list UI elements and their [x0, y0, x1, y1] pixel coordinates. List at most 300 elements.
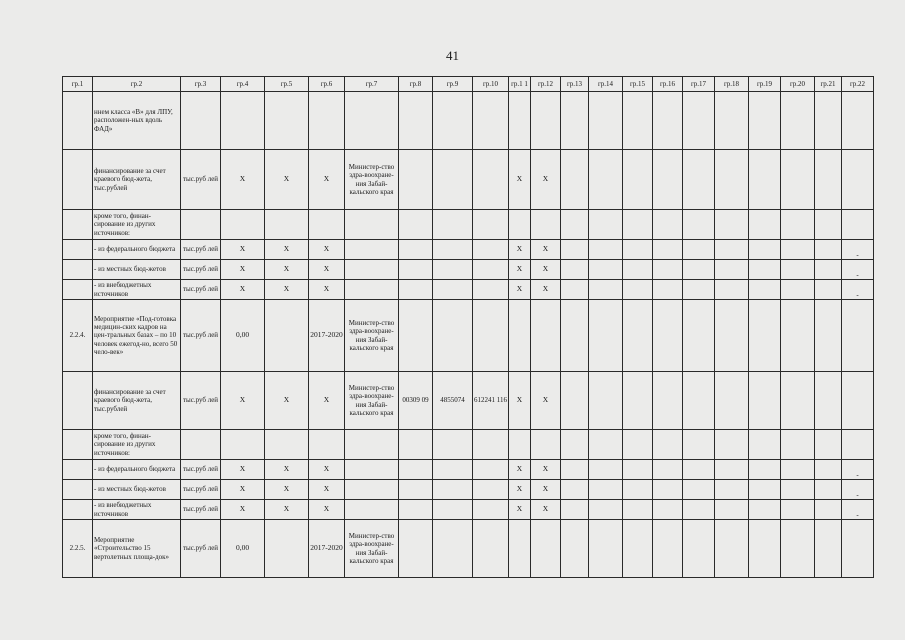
table-cell [433, 210, 473, 240]
column-header: гр.18 [715, 77, 749, 92]
table-cell [842, 372, 874, 430]
table-cell: X [509, 372, 531, 430]
table-cell [623, 92, 653, 150]
column-header: гр.2 [93, 77, 181, 92]
table-cell [749, 240, 781, 260]
table-cell: - из федерального бюджета [93, 460, 181, 480]
table-row [63, 372, 874, 430]
table-cell [589, 240, 623, 260]
table-cell [715, 520, 749, 578]
table-cell: - из местных бюд-жетов [93, 260, 181, 280]
table-cell [815, 92, 842, 150]
table-cell [561, 460, 589, 480]
table-cell: 2017-2020 [309, 300, 345, 372]
table-row [63, 460, 874, 480]
table-cell: тыс.руб лей [181, 500, 221, 520]
table-cell [623, 300, 653, 372]
table-cell [561, 520, 589, 578]
table-cell [531, 520, 561, 578]
table-cell [815, 430, 842, 460]
table-cell [589, 260, 623, 280]
table-cell [715, 210, 749, 240]
table-cell [815, 280, 842, 300]
table-cell [653, 240, 683, 260]
table-cell: X [309, 280, 345, 300]
table-cell [715, 500, 749, 520]
table-cell [683, 240, 715, 260]
column-header: гр.8 [399, 77, 433, 92]
table-cell [815, 480, 842, 500]
table-cell: кроме того, финан-сирование из других источников: [93, 430, 181, 460]
table-cell: - из местных бюд-жетов [93, 480, 181, 500]
table-cell: 0,00 [221, 520, 265, 578]
table-cell [715, 372, 749, 430]
table-cell [683, 430, 715, 460]
table-cell: 2017-2020 [309, 520, 345, 578]
table-cell [63, 210, 93, 240]
table-cell: X [309, 260, 345, 280]
table-cell [715, 260, 749, 280]
table-cell: Мероприятие «Строительство 15 вертолетных площа-док» [93, 520, 181, 578]
column-header: гр.6 [309, 77, 345, 92]
table-cell: X [265, 150, 309, 210]
table-cell: Министер-ство здра-воохране-ния Забай-кальского края [345, 150, 399, 210]
table-cell: X [531, 260, 561, 280]
table-cell [683, 260, 715, 280]
table-cell [683, 92, 715, 150]
table-cell: X [531, 460, 561, 480]
table-cell [623, 500, 653, 520]
table-cell: X [265, 372, 309, 430]
table-cell [531, 92, 561, 150]
table-row [63, 280, 874, 300]
table-cell [531, 430, 561, 460]
table-cell [715, 430, 749, 460]
table-cell [653, 520, 683, 578]
table-cell [309, 210, 345, 240]
table-cell [399, 260, 433, 280]
table-cell [623, 460, 653, 480]
table-cell [63, 372, 93, 430]
table-cell [589, 372, 623, 430]
table-cell: - [842, 260, 874, 280]
table-cell [473, 500, 509, 520]
table-cell: X [265, 480, 309, 500]
column-header: гр.1 1 [509, 77, 531, 92]
table-cell: тыс.руб лей [181, 150, 221, 210]
table-cell: X [509, 150, 531, 210]
table-cell [623, 430, 653, 460]
table-cell [63, 150, 93, 210]
table-cell [715, 300, 749, 372]
table-cell [433, 260, 473, 280]
table-cell [589, 92, 623, 150]
table-cell [345, 480, 399, 500]
table-cell [781, 300, 815, 372]
table-cell: 0,00 [221, 300, 265, 372]
table-cell [749, 260, 781, 280]
table-cell: X [531, 372, 561, 430]
table-cell [509, 520, 531, 578]
table-cell [749, 300, 781, 372]
table-cell: X [531, 280, 561, 300]
column-header: гр.16 [653, 77, 683, 92]
table-cell [265, 300, 309, 372]
table-cell [509, 300, 531, 372]
table-cell [589, 300, 623, 372]
table-cell: ннем класса «В» для ЛПУ, расположен-ных вдоль ФАД» [93, 92, 181, 150]
table-cell [265, 92, 309, 150]
table-cell [63, 280, 93, 300]
table-cell [683, 500, 715, 520]
table-cell [842, 430, 874, 460]
table-cell [345, 280, 399, 300]
table-cell: Мероприятие «Под-готовка медицин-ских кадров на цен-тральных базах – по 10 человек ежегод-но, всего 50 чело-век» [93, 300, 181, 372]
table-cell [781, 460, 815, 480]
table-cell: X [265, 240, 309, 260]
table-cell: - [842, 240, 874, 260]
table-cell [473, 260, 509, 280]
table-cell [63, 430, 93, 460]
table-cell [749, 430, 781, 460]
table-cell [683, 210, 715, 240]
table-cell: X [309, 460, 345, 480]
table-cell [749, 520, 781, 578]
table-cell [623, 260, 653, 280]
table-cell [181, 430, 221, 460]
table-cell [715, 150, 749, 210]
table-cell [842, 210, 874, 240]
table-cell [433, 92, 473, 150]
table-cell [433, 150, 473, 210]
table-cell [589, 150, 623, 210]
table-cell [473, 150, 509, 210]
table-cell [473, 460, 509, 480]
table-cell [749, 480, 781, 500]
table-cell [623, 372, 653, 430]
table-cell [749, 280, 781, 300]
table-cell [509, 92, 531, 150]
table-cell [815, 372, 842, 430]
table-cell: X [221, 500, 265, 520]
table-cell [842, 300, 874, 372]
table-cell [715, 280, 749, 300]
table-cell [345, 260, 399, 280]
table-cell: X [531, 150, 561, 210]
table-cell: тыс.руб лей [181, 460, 221, 480]
table-cell [815, 210, 842, 240]
table-cell [561, 500, 589, 520]
table-cell: X [309, 150, 345, 210]
table-cell: X [309, 372, 345, 430]
table-cell: 2.2.4. [63, 300, 93, 372]
table-cell [399, 150, 433, 210]
table-cell [683, 480, 715, 500]
table-cell [433, 460, 473, 480]
table-cell: тыс.руб лей [181, 240, 221, 260]
table-cell [433, 520, 473, 578]
table-cell: X [309, 480, 345, 500]
table-cell [653, 260, 683, 280]
table-cell: X [309, 500, 345, 520]
table-cell: - [842, 460, 874, 480]
table-cell [749, 500, 781, 520]
table-cell [181, 210, 221, 240]
table-cell: X [509, 260, 531, 280]
table-cell [433, 240, 473, 260]
table-cell: финансирование за счет краевого бюд-жета, тыс.рублей [93, 372, 181, 430]
table-cell: 2.2.5. [63, 520, 93, 578]
table-cell [623, 150, 653, 210]
table-cell [781, 260, 815, 280]
table-cell [399, 92, 433, 150]
table-cell: X [531, 480, 561, 500]
table-cell [561, 480, 589, 500]
table-cell [683, 300, 715, 372]
table-cell [653, 300, 683, 372]
table-cell: - [842, 500, 874, 520]
table-cell [623, 240, 653, 260]
table-cell [842, 520, 874, 578]
table-cell [399, 500, 433, 520]
table-cell [815, 500, 842, 520]
table-cell [653, 460, 683, 480]
table-cell: X [265, 260, 309, 280]
column-header: гр.9 [433, 77, 473, 92]
table-cell [781, 500, 815, 520]
table-cell [589, 280, 623, 300]
table-cell [473, 300, 509, 372]
table-cell: Министер-ство здра-воохране-ния Забай-кальского края [345, 520, 399, 578]
table-cell [399, 480, 433, 500]
table-cell [399, 240, 433, 260]
table-cell: X [509, 500, 531, 520]
table-cell: X [221, 280, 265, 300]
table-cell [842, 150, 874, 210]
table-cell [781, 520, 815, 578]
table-cell [781, 430, 815, 460]
table-cell [683, 372, 715, 430]
table-cell: - из федерального бюджета [93, 240, 181, 260]
table-cell [589, 460, 623, 480]
table-cell [345, 500, 399, 520]
table-cell: 612241 116 [473, 372, 509, 430]
table-cell [63, 240, 93, 260]
table-cell [265, 520, 309, 578]
table-cell: - из внебюджетных источников [93, 280, 181, 300]
table-cell [531, 210, 561, 240]
table-cell [181, 92, 221, 150]
table-cell [781, 480, 815, 500]
table-cell [781, 150, 815, 210]
table-row [63, 480, 874, 500]
column-header: гр.3 [181, 77, 221, 92]
table-row [63, 500, 874, 520]
table-cell [473, 430, 509, 460]
table-cell: X [221, 480, 265, 500]
table-cell [561, 210, 589, 240]
table-cell: тыс.руб лей [181, 480, 221, 500]
table-cell [781, 240, 815, 260]
table-cell [815, 240, 842, 260]
table-cell [265, 210, 309, 240]
table-cell [433, 300, 473, 372]
table-cell [815, 150, 842, 210]
table-cell [589, 520, 623, 578]
table-cell [561, 92, 589, 150]
table-cell [309, 92, 345, 150]
table-row [63, 520, 874, 578]
table-cell: X [531, 240, 561, 260]
table-cell [63, 260, 93, 280]
table-cell: X [309, 240, 345, 260]
table-cell [589, 500, 623, 520]
table-cell [715, 92, 749, 150]
table-cell: Министер-ство здра-воохране-ния Забай-кальского края [345, 300, 399, 372]
table-cell [623, 520, 653, 578]
table-cell: X [221, 460, 265, 480]
table-cell [561, 372, 589, 430]
column-header: гр.15 [623, 77, 653, 92]
table-cell [749, 150, 781, 210]
table-cell: 00309 09 [399, 372, 433, 430]
table-cell [473, 480, 509, 500]
table-row [63, 240, 874, 260]
table-cell [561, 300, 589, 372]
table-cell [589, 430, 623, 460]
table-cell: - [842, 480, 874, 500]
table-row [63, 260, 874, 280]
table-cell [561, 240, 589, 260]
table-cell: тыс.руб лей [181, 260, 221, 280]
table-cell [473, 280, 509, 300]
table-cell [715, 480, 749, 500]
table-cell [399, 210, 433, 240]
table-cell [63, 460, 93, 480]
table-cell [221, 210, 265, 240]
table-cell [473, 240, 509, 260]
table-cell [309, 430, 345, 460]
table-cell [683, 520, 715, 578]
column-header: гр.12 [531, 77, 561, 92]
table-row [63, 92, 874, 150]
table-cell [345, 460, 399, 480]
table-row [63, 300, 874, 372]
table-cell [653, 150, 683, 210]
table-cell [815, 300, 842, 372]
table-cell [749, 92, 781, 150]
page-number: 41 [446, 48, 459, 63]
table-cell [433, 500, 473, 520]
column-header: гр.20 [781, 77, 815, 92]
table-cell [345, 430, 399, 460]
table-cell [653, 480, 683, 500]
table-cell [399, 430, 433, 460]
table-cell [221, 430, 265, 460]
table-cell [433, 480, 473, 500]
table-cell: X [265, 460, 309, 480]
table-cell [345, 240, 399, 260]
table-cell [509, 430, 531, 460]
column-header: гр.17 [683, 77, 715, 92]
table-cell [221, 92, 265, 150]
table-cell [653, 430, 683, 460]
table-cell: X [509, 280, 531, 300]
column-header: гр.21 [815, 77, 842, 92]
table-cell [509, 210, 531, 240]
table-cell [683, 280, 715, 300]
table-cell [683, 150, 715, 210]
table-cell [653, 280, 683, 300]
header-row [63, 77, 874, 92]
table-cell: тыс.руб лей [181, 372, 221, 430]
table-cell: X [509, 240, 531, 260]
table-cell: X [221, 372, 265, 430]
table-cell [399, 520, 433, 578]
table-cell [399, 300, 433, 372]
table-cell [781, 280, 815, 300]
table-cell [589, 210, 623, 240]
table-cell [399, 280, 433, 300]
table-cell: 4855074 [433, 372, 473, 430]
column-header: гр.4 [221, 77, 265, 92]
table-cell [749, 372, 781, 430]
table-cell [433, 430, 473, 460]
table-cell [589, 480, 623, 500]
table-cell [715, 460, 749, 480]
table-cell: тыс.руб лей [181, 520, 221, 578]
table-cell [715, 240, 749, 260]
table-cell [561, 280, 589, 300]
table-cell [63, 500, 93, 520]
table-cell [815, 260, 842, 280]
table-cell: X [221, 240, 265, 260]
table-cell [473, 210, 509, 240]
table-cell [63, 480, 93, 500]
table-cell: X [221, 150, 265, 210]
column-header: гр.14 [589, 77, 623, 92]
table-cell [623, 480, 653, 500]
table-cell [345, 210, 399, 240]
table-cell [63, 92, 93, 150]
table-cell: X [509, 460, 531, 480]
table-row [63, 210, 874, 240]
table-cell [781, 372, 815, 430]
table-row [63, 150, 874, 210]
table-cell: финансирование за счет краевого бюд-жета, тыс.рублей [93, 150, 181, 210]
table-cell [623, 280, 653, 300]
table-cell [399, 460, 433, 480]
table-cell: X [509, 480, 531, 500]
table-cell [749, 210, 781, 240]
table-cell [781, 92, 815, 150]
table-cell [653, 500, 683, 520]
column-header: гр.7 [345, 77, 399, 92]
table-cell: тыс.руб лей [181, 280, 221, 300]
table-cell [653, 92, 683, 150]
table-cell: X [265, 500, 309, 520]
table-cell [781, 210, 815, 240]
table-cell [815, 460, 842, 480]
column-header: гр.5 [265, 77, 309, 92]
table-cell: - из внебюджетных источников [93, 500, 181, 520]
table-cell [433, 280, 473, 300]
table-cell [561, 150, 589, 210]
table-cell [561, 260, 589, 280]
table-cell: Министер-ство здра-воохране-ния Забай-кальского края [345, 372, 399, 430]
table-cell [815, 520, 842, 578]
table-cell: тыс.руб лей [181, 300, 221, 372]
